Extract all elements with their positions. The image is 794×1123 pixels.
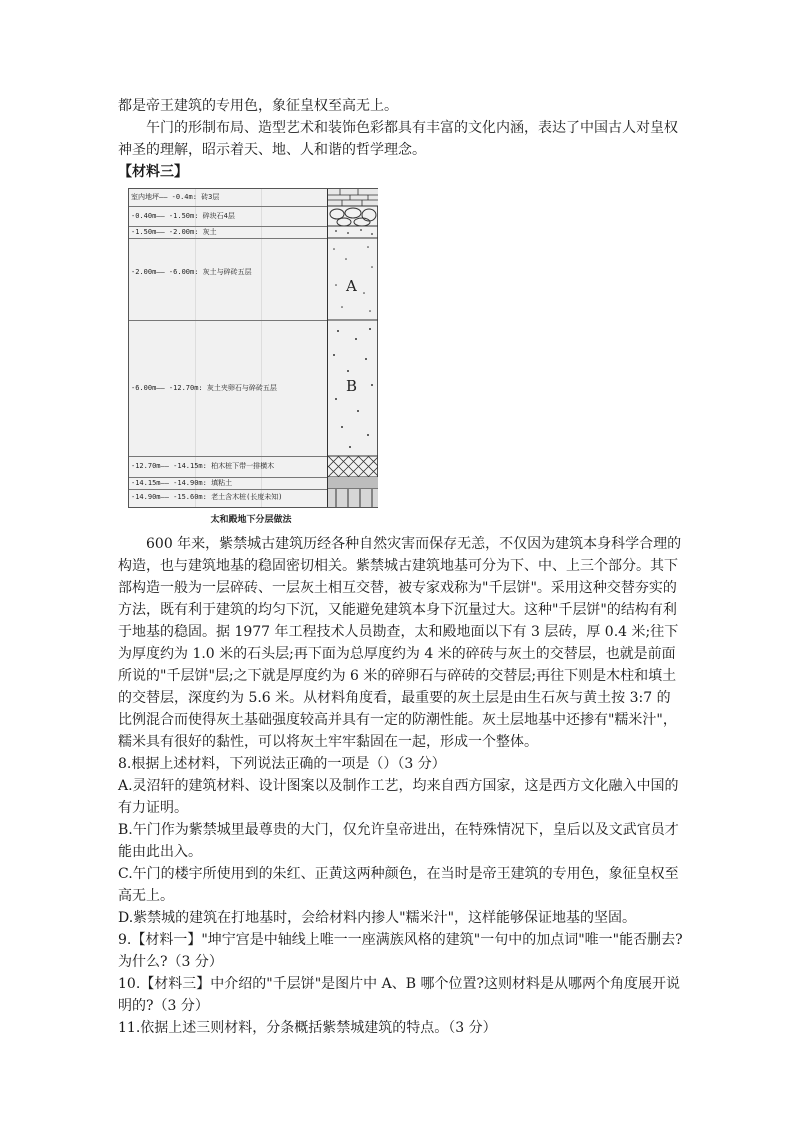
layer-label: -14.15m—— -14.90m: 填粘土 (131, 479, 233, 487)
question-9-cont: 为什么?（3 分） (118, 954, 223, 970)
question-8: 8.根据上述材料，下列说法正确的一项是（）（3 分） (118, 756, 446, 772)
question-11: 11.依据上述三则材料，分条概括紫禁城建筑的特点。（3 分） (118, 1020, 497, 1036)
layer-column (327, 189, 378, 507)
foundation-layer-figure (120, 180, 382, 525)
layer-label: -0.40m—— -1.50m: 碎块石4层 (131, 212, 235, 220)
layer-row (129, 238, 327, 321)
text-line: 午门的形制布局、造型艺术和装饰色彩都具有丰富的文化内涵，表达了中国古人对皇权 (146, 120, 678, 136)
layer-row (129, 320, 327, 457)
layer-label: -6.00m—— -12.70m: 灰土夹卵石与碎砖五层 (131, 384, 277, 392)
option-a: A.灵沼轩的建筑材料、设计图案以及制作工艺，均来自西方国家，这是西方文化融入中国的 (118, 778, 679, 794)
question-10: 10.【材料三】中介绍的"千层饼"是图片中 A、B 哪个位置?这则材料是从哪两个角度展开说 (118, 976, 680, 992)
layer-row (129, 456, 327, 478)
text-line: 糯米具有很好的黏性，可以将灰土牢牢黏固在一起，形成一个整体。 (118, 734, 538, 750)
layer-texture-svg (328, 189, 378, 507)
option-b: B.午门作为紫禁城里最尊贵的大门，仅允许皇帝进出，在特殊情况下，皇后以及文武官员才 (118, 822, 679, 838)
option-c-cont: 高无上。 (118, 888, 174, 904)
layer-letter-b: B (346, 377, 358, 395)
question-10-cont: 明的?（3 分） (118, 998, 209, 1014)
text-line: 比例混合而使得灰土基础强度较高并具有一定的防潮性能。灰土层地基中还掺有"糯米汁"， (118, 712, 677, 728)
layer-label: -14.90m—— -15.60m: 老土含木桩(长度未知) (131, 493, 283, 501)
option-a-cont: 有力证明。 (118, 800, 188, 816)
layer-label: 室内地坪—— -0.4m: 砖3层 (131, 193, 220, 201)
layer-row (129, 206, 327, 227)
text-line: 的交替层，深度约为 5.6 米。从材料角度看，最重要的灰土层是由生石灰与黄土按 3:7 的 (118, 690, 671, 706)
layer-row (129, 489, 327, 507)
layer-label: -2.00m—— -6.00m: 灰土与碎砖五层 (131, 268, 252, 276)
layer-row (129, 189, 327, 207)
text-line: 构造，也与建筑地基的稳固密切相关。紫禁城古建筑地基可分为下、中、上三个部分。其下 (118, 558, 678, 574)
question-9: 9.【材料一】"坤宁宫是中轴线上唯一一座满族风格的建筑"一句中的加点词"唯一"能否删去? (118, 932, 683, 948)
section-heading-material-three: 【材料三】 (118, 164, 188, 180)
text-line: 方法，既有利于建筑的均匀下沉，又能避免建筑本身下沉量过大。这种"千层饼"的结构有利 (118, 602, 677, 618)
option-b-cont: 能由此出入。 (118, 844, 202, 860)
text-line: 600 年来，紫禁城古建筑历经各种自然灾害而保存无恙，不仅因为建筑本身科学合理的 (146, 536, 682, 552)
text-line: 神圣的理解，昭示着天、地、人和谐的哲学理念。 (118, 142, 426, 158)
option-d: D.紫禁城的建筑在打地基时，会给材料内掺人"糯米汁"，这样能够保证地基的坚固。 (118, 910, 637, 926)
text-line: 部构造一般为一层碎砖、一层灰土相互交替，被专家戏称为"千层饼"。采用这种交替夯实的 (118, 580, 677, 596)
layer-letter-a: A (346, 277, 357, 295)
text-line: 所说的"千层饼"层;之下就是厚度约为 6 米的碎卵石与碎砖的交替层;再往下则是木柱和填土 (118, 668, 677, 684)
layer-label: -1.50m—— -2.00m: 灰土 (131, 228, 217, 236)
text-line: 于地基的稳固。据 1977 年工程技术人员勘查，太和殿地面以下有 3 层砖，厚 0.4 米;往下 (118, 624, 679, 640)
figure-frame (128, 188, 378, 508)
text-line: 为厚度约为 1.0 米的石头层;再下面为总厚度约为 4 米的碎砖与灰土的交替层，也就是前面 (118, 646, 676, 662)
layer-label: -12.70m—— -14.15m: 柏木桩下带一排横木 (131, 462, 275, 470)
option-c: C.午门的楼宇所使用到的朱红、正黄这两种颜色，在当时是帝王建筑的专用色，象征皇权至 (118, 866, 679, 882)
text-line: 都是帝王建筑的专用色，象征皇权至高无上。 (118, 98, 398, 114)
figure-caption: 太和殿地下分层做法 (210, 515, 292, 525)
